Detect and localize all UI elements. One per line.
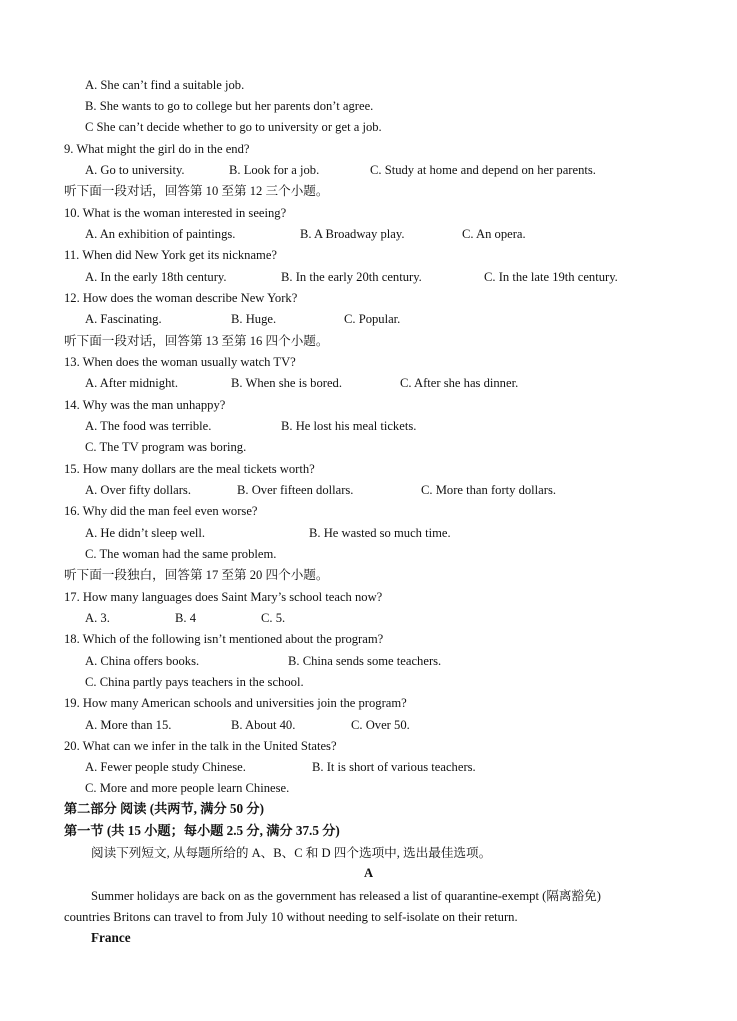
question-q20: 20. What can we infer in the talk in the United States?	[64, 739, 337, 753]
option-line: C. More and more people learn Chinese.	[85, 781, 290, 795]
question-q13: 13. When does the woman usually watch TV?	[64, 355, 296, 369]
passage-label: A	[363, 866, 374, 880]
option-line: C She can’t decide whether to go to university or get a job.	[85, 120, 382, 134]
body-text: 阅读下列短文, 从每题所给的 A、B、C 和 D 四个选项中, 选出最佳选项。	[91, 846, 492, 860]
section-instruction: 听下面一段独白，回答第 17 至第 20 四个小题。	[64, 568, 329, 582]
body-text: Summer holidays are back on as the government has released a list of quarantine-exempt (隔离豁免)	[91, 889, 601, 903]
option-q12-c: C. Popular.	[344, 312, 401, 326]
option-q9-a: A. Go to university.	[85, 163, 185, 177]
question-q10: 10. What is the woman interested in seeing?	[64, 206, 287, 220]
option-q9-b: B. Look for a job.	[229, 163, 320, 177]
option-line: B. She wants to go to college but her parents don’t agree.	[85, 99, 374, 113]
question-q16: 16. Why did the man feel even worse?	[64, 504, 258, 518]
option-q13-b: B. When she is bored.	[231, 376, 342, 390]
section-instruction: 听下面一段对话，回答第 13 至第 16 四个小题。	[64, 334, 329, 348]
option-q11-c: C. In the late 19th century.	[484, 270, 618, 284]
option-q17-a: A. 3.	[85, 611, 110, 625]
option-q16-a: A. He didn’t sleep well.	[85, 526, 206, 540]
option-line: C. The TV program was boring.	[85, 440, 247, 454]
option-q18-a: A. China offers books.	[85, 654, 200, 668]
option-q9-c: C. Study at home and depend on her parents.	[370, 163, 596, 177]
question-q19: 19. How many American schools and universities join the program?	[64, 696, 407, 710]
option-q19-c: C. Over 50.	[351, 718, 410, 732]
option-q17-c: C. 5.	[261, 611, 286, 625]
option-q10-a: A. An exhibition of paintings.	[85, 227, 236, 241]
body-text: countries Britons can travel to from July 10 without needing to self-isolate on their return.	[64, 910, 518, 924]
section-heading: 第一节 (共 15 小题；每小题 2.5 分, 满分 37.5 分)	[64, 823, 340, 838]
option-q16-b: B. He wasted so much time.	[309, 526, 451, 540]
option-q19-b: B. About 40.	[231, 718, 296, 732]
option-line: C. China partly pays teachers in the school.	[85, 675, 304, 689]
option-q11-a: A. In the early 18th century.	[85, 270, 227, 284]
option-q12-a: A. Fascinating.	[85, 312, 162, 326]
option-q15-b: B. Over fifteen dollars.	[237, 483, 354, 497]
option-q15-a: A. Over fifty dollars.	[85, 483, 191, 497]
subheading: France	[91, 930, 131, 945]
option-q13-a: A. After midnight.	[85, 376, 179, 390]
option-line: A. She can’t find a suitable job.	[85, 78, 245, 92]
option-q15-c: C. More than forty dollars.	[421, 483, 557, 497]
question-q17: 17. How many languages does Saint Mary’s school teach now?	[64, 590, 383, 604]
option-q14-a: A. The food was terrible.	[85, 419, 212, 433]
question-q14: 14. Why was the man unhappy?	[64, 398, 226, 412]
option-q20-b: B. It is short of various teachers.	[312, 760, 476, 774]
option-q13-c: C. After she has dinner.	[400, 376, 519, 390]
option-line: C. The woman had the same problem.	[85, 547, 277, 561]
option-q17-b: B. 4	[175, 611, 196, 625]
question-q11: 11. When did New York get its nickname?	[64, 248, 278, 262]
option-q11-b: B. In the early 20th century.	[281, 270, 422, 284]
option-q10-b: B. A Broadway play.	[300, 227, 405, 241]
option-q12-b: B. Huge.	[231, 312, 277, 326]
question-q9: 9. What might the girl do in the end?	[64, 142, 250, 156]
option-q10-c: C. An opera.	[462, 227, 526, 241]
question-q15: 15. How many dollars are the meal tickets worth?	[64, 462, 315, 476]
option-q14-b: B. He lost his meal tickets.	[281, 419, 417, 433]
question-q18: 18. Which of the following isn’t mentioned about the program?	[64, 632, 384, 646]
option-q19-a: A. More than 15.	[85, 718, 172, 732]
option-q18-b: B. China sends some teachers.	[288, 654, 442, 668]
section-heading: 第二部分 阅读 (共两节, 满分 50 分)	[64, 801, 265, 816]
question-q12: 12. How does the woman describe New York?	[64, 291, 298, 305]
option-q20-a: A. Fewer people study Chinese.	[85, 760, 246, 774]
section-instruction: 听下面一段对话，回答第 10 至第 12 三个小题。	[64, 184, 329, 198]
